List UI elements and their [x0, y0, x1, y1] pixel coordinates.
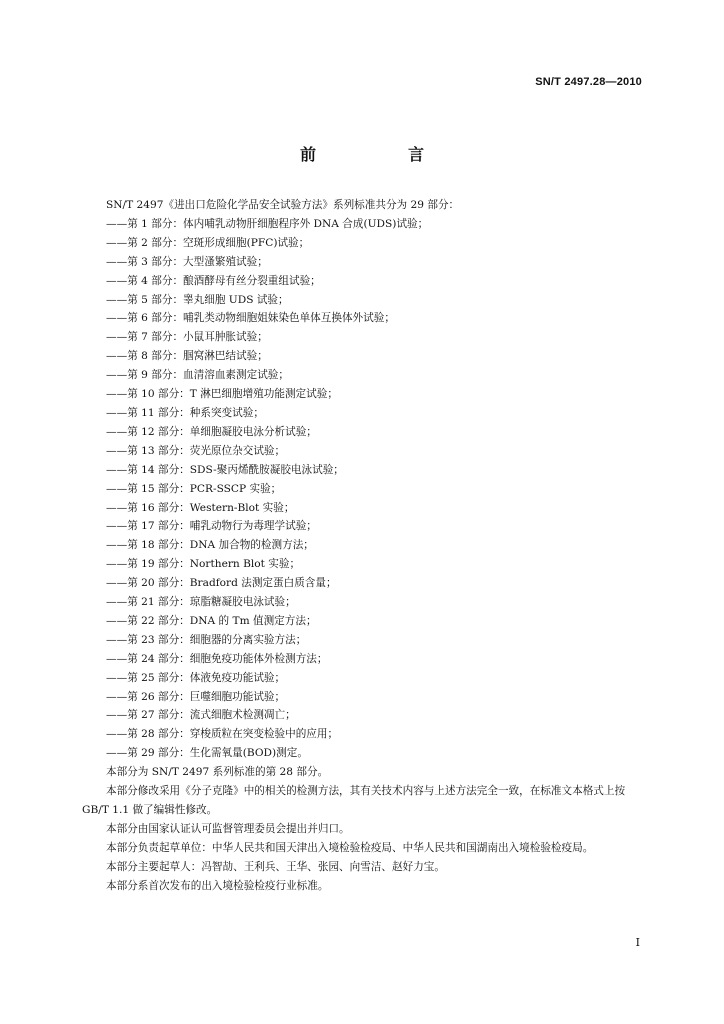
paragraph: 本部分主要起草人：冯智劼、王利兵、王华、张园、向雪洁、赵好力宝。 [106, 860, 445, 873]
list-item: ——第 28 部分：穿梭质粒在突变检验中的应用； [106, 728, 339, 741]
parts-list [82, 215, 644, 763]
list-item: ——第 4 部分：酿酒酵母有丝分裂重组试验； [106, 274, 321, 287]
page-number: I [635, 936, 640, 949]
paragraph: 本部分负责起草单位：中华人民共和国天津出入境检验检疫局、中华人民共和国湖南出入境检验检疫局。 [106, 841, 594, 854]
list-item: ——第 23 部分：细胞器的分离实验方法； [106, 633, 307, 646]
list-item: ——第 17 部分：哺乳动物行为毒理学试验； [106, 520, 317, 533]
list-item: ——第 15 部分：PCR-SSCP 实验； [106, 482, 282, 495]
list-item: ——第 10 部分：T 淋巴细胞增殖功能测定试验； [106, 388, 338, 401]
paragraph: 本部分由国家认证认可监督管理委员会提出并归口。 [106, 822, 350, 835]
list-item: ——第 21 部分：琼脂糖凝胶电泳试验； [106, 596, 296, 609]
list-item: ——第 12 部分：单细胞凝胶电泳分析试验； [106, 425, 317, 438]
paragraphs [82, 763, 644, 895]
paragraph: 本部分为 SN/T 2497 系列标准的第 28 部分。 [106, 766, 329, 779]
list-item: ——第 20 部分：Bradford 法测定蛋白质含量； [106, 577, 337, 590]
list-item: ——第 25 部分：体液免疫功能试验； [106, 671, 286, 684]
intro-line: SN/T 2497《进出口危险化学品安全试验方法》系列标准共分为 29 部分： [106, 199, 460, 211]
list-item: ——第 9 部分：血清溶血素测定试验； [106, 369, 289, 382]
page-title: 前 言 [299, 145, 462, 164]
list-item: ——第 13 部分：荧光原位杂交试验； [106, 444, 286, 457]
paragraph: 本部分修改采用《分子克隆》中的相关的检测方法，其有关技术内容与上述方法完全一致，在标准文本格式上按 GB/T 1.1 做了编辑性修改。 [82, 785, 626, 816]
standard-code: SN/T 2497.28—2010 [535, 76, 642, 88]
list-item: ——第 14 部分：SDS-聚丙烯酰胺凝胶电泳试验； [106, 463, 344, 476]
list-item: ——第 8 部分：腘窝淋巴结试验； [106, 350, 268, 363]
list-item: ——第 26 部分：巨噬细胞功能试验； [106, 690, 286, 703]
list-item: ——第 22 部分：DNA 的 Tm 值测定方法； [106, 614, 317, 627]
list-item: ——第 3 部分：大型溞繁殖试验； [106, 255, 268, 268]
document-body [82, 196, 644, 896]
list-item: ——第 24 部分：细胞免疫功能体外检测方法； [106, 652, 328, 665]
list-item: ——第 6 部分：哺乳类动物细胞姐妹染色单体互换体外试验； [106, 312, 395, 325]
list-item: ——第 16 部分：Western-Blot 实验； [106, 501, 295, 514]
list-item: ——第 2 部分：空斑形成细胞(PFC)试验； [106, 236, 310, 249]
list-item: ——第 27 部分：流式细胞术检测凋亡； [106, 709, 296, 722]
list-item: ——第 7 部分：小鼠耳肿胀试验； [106, 331, 268, 344]
list-item: ——第 29 部分：生化需氧量(BOD)测定。 [106, 747, 308, 760]
list-item: ——第 11 部分：种系突变试验； [106, 406, 264, 419]
list-item: ——第 18 部分：DNA 加合物的检测方法； [106, 539, 314, 552]
list-item: ——第 19 部分：Northern Blot 实验； [106, 558, 301, 571]
paragraph: 本部分系首次发布的出入境检验检疫行业标准。 [106, 879, 329, 892]
list-item: ——第 1 部分：体内哺乳动物肝细胞程序外 DNA 合成(UDS)试验； [106, 217, 429, 230]
list-item: ——第 5 部分：睾丸细胞 UDS 试验； [106, 293, 289, 306]
